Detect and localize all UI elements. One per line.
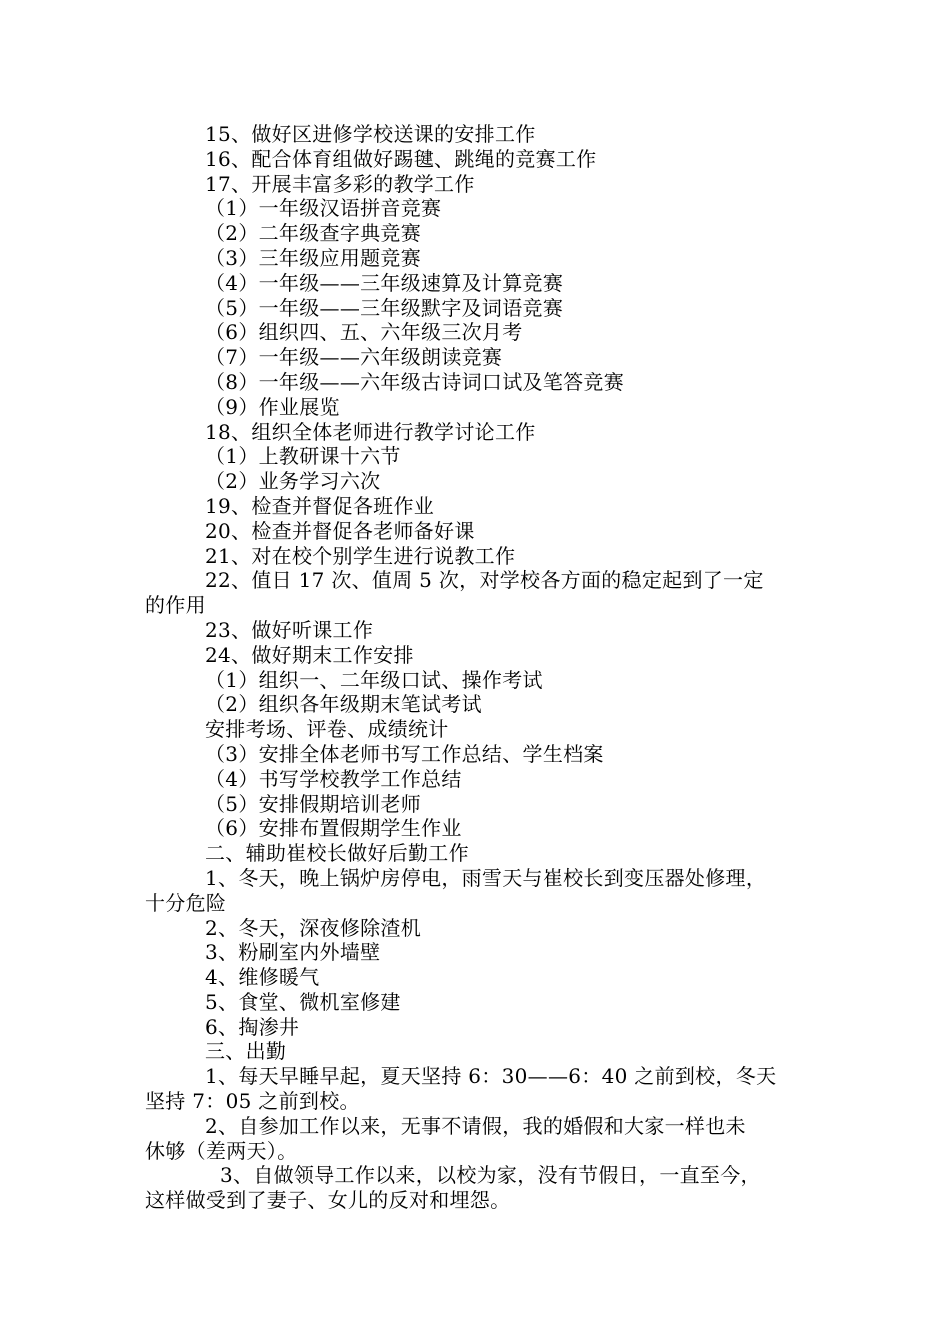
item-17-2: （2）二年级查字典竞赛 <box>205 221 422 246</box>
section-two-heading: 二、辅助崔校长做好后勤工作 <box>205 841 469 866</box>
item-22: 22、值日 17 次、值周 5 次，对学校各方面的稳定起到了一定 <box>205 568 764 593</box>
item-24-2: （2）组织各年级期末笔试考试 <box>205 692 482 717</box>
item-17: 17、开展丰富多彩的教学工作 <box>205 171 475 196</box>
item-17-4: （4）一年级——三年级速算及计算竞赛 <box>205 270 564 295</box>
logistics-item-1-continued: 十分危险 <box>145 890 227 915</box>
section-three-heading: 三、出勤 <box>205 1039 287 1064</box>
item-24: 24、做好期末工作安排 <box>205 642 414 667</box>
item-21: 21、对在校个别学生进行说教工作 <box>205 543 516 568</box>
item-20: 20、检查并督促各老师备好课 <box>205 518 475 543</box>
item-22-continued: 的作用 <box>145 593 206 618</box>
logistics-item-5: 5、食堂、微机室修建 <box>205 989 401 1014</box>
item-16: 16、配合体育组做好踢毽、跳绳的竞赛工作 <box>205 146 597 171</box>
document-body <box>145 122 825 1213</box>
item-18-2: （2）业务学习六次 <box>205 469 381 494</box>
item-17-9: （9）作业展览 <box>205 394 340 419</box>
item-18-1: （1）上教研课十六节 <box>205 444 401 469</box>
item-24-1: （1）组织一、二年级口试、操作考试 <box>205 667 543 692</box>
item-17-6: （6）组织四、五、六年级三次月考 <box>205 320 523 345</box>
item-17-8: （8）一年级——六年级古诗词口试及笔答竞赛 <box>205 369 625 394</box>
attendance-item-2: 2、自参加工作以来，无事不请假，我的婚假和大家一样也未 <box>205 1113 746 1138</box>
item-24-3: （3）安排全体老师书写工作总结、学生档案 <box>205 741 604 766</box>
item-24-6: （6）安排布置假期学生作业 <box>205 816 462 841</box>
logistics-item-6: 6、掏渗井 <box>205 1014 300 1039</box>
attendance-item-3-continued: 这样做受到了妻子、女儿的反对和埋怨。 <box>145 1188 511 1213</box>
item-23: 23、做好听课工作 <box>205 617 374 642</box>
item-24-4: （4）书写学校教学工作总结 <box>205 766 462 791</box>
attendance-item-1: 1、每天早睡早起，夏天坚持 6：30——6：40 之前到校，冬天 <box>205 1064 777 1089</box>
logistics-item-1: 1、冬天，晚上锅炉房停电，雨雪天与崔校长到变压器处修理， <box>205 865 767 890</box>
item-15: 15、做好区进修学校送课的安排工作 <box>205 122 536 146</box>
attendance-item-3: 3、自做领导工作以来，以校为家，没有节假日，一直至今， <box>220 1163 761 1188</box>
logistics-item-4: 4、维修暖气 <box>205 965 320 990</box>
item-17-5: （5）一年级——三年级默字及词语竞赛 <box>205 295 564 320</box>
logistics-item-3: 3、粉刷室内外墙壁 <box>205 940 381 965</box>
item-17-7: （7）一年级——六年级朗读竞赛 <box>205 345 503 370</box>
attendance-item-2-continued: 休够（差两天）。 <box>145 1138 298 1163</box>
item-18: 18、组织全体老师进行教学讨论工作 <box>205 419 536 444</box>
attendance-item-1-continued: 坚持 7：05 之前到校。 <box>145 1089 360 1114</box>
item-24-note: 安排考场、评卷、成绩统计 <box>205 717 449 742</box>
logistics-item-2: 2、冬天，深夜修除渣机 <box>205 915 422 940</box>
item-19: 19、检查并督促各班作业 <box>205 493 435 518</box>
item-17-3: （3）三年级应用题竞赛 <box>205 245 422 270</box>
item-24-5: （5）安排假期培训老师 <box>205 791 422 816</box>
item-17-1: （1）一年级汉语拼音竞赛 <box>205 196 442 221</box>
